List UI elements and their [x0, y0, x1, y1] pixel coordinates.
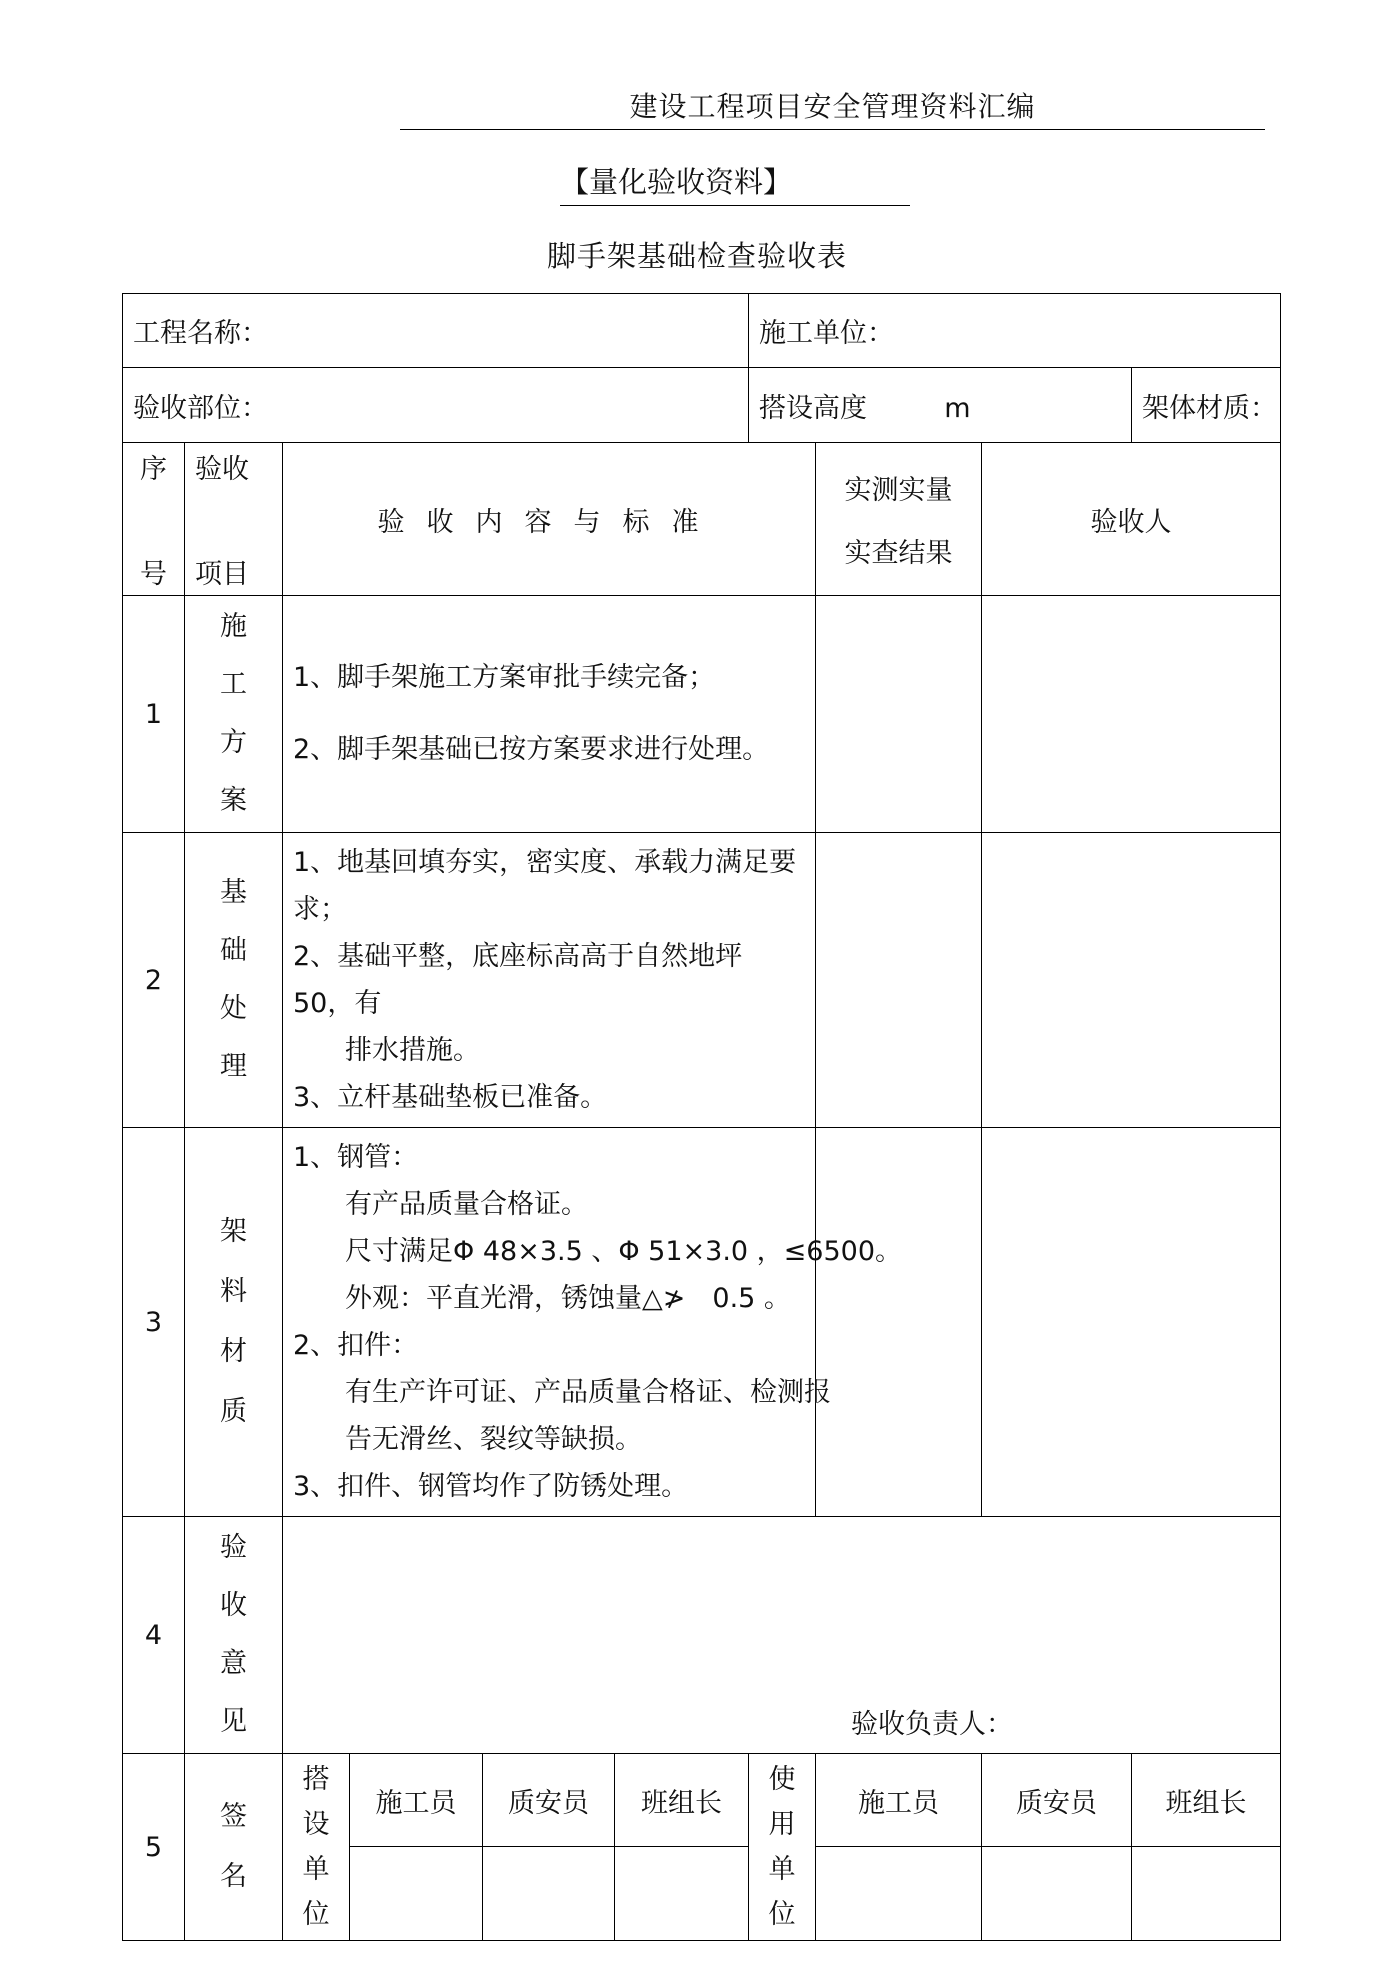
unit-char: 设	[302, 1809, 330, 1840]
content-line: 外观：平直光滑，锈蚀量△≯ 0.5 。	[345, 1283, 791, 1314]
construction-unit-label: 施工单位：	[759, 318, 895, 349]
measure-header	[816, 443, 982, 596]
acceptance-part-label: 验收部位：	[133, 392, 268, 424]
content-line: 2、基础平整，底座标高高于自然地坪 50，有	[293, 941, 797, 1019]
row-content	[283, 833, 816, 1128]
measure-result-cell[interactable]	[816, 596, 982, 833]
item-header-top: 验收	[195, 454, 249, 485]
content-line: 1、钢管：	[293, 1142, 419, 1173]
frame-material-label: 架体材质：	[1142, 392, 1278, 424]
unit-char: 单	[302, 1854, 330, 1885]
seq-header-bottom: 号	[140, 559, 167, 590]
responsible-label: 验收负责人：	[851, 1709, 1013, 1740]
row-number: 2	[123, 833, 185, 1128]
item-char: 意	[220, 1648, 247, 1679]
erect-constructor-signature[interactable]	[350, 1847, 483, 1941]
project-name-field[interactable]	[123, 294, 749, 368]
unit-char: 单	[768, 1854, 796, 1885]
item-char: 工	[220, 669, 247, 700]
content-line: 2、脚手架基础已按方案要求进行处理。	[293, 734, 770, 765]
construction-unit-field[interactable]	[749, 294, 1281, 368]
row-item	[185, 596, 283, 833]
row-number: 4	[123, 1517, 185, 1754]
table-row	[123, 833, 1281, 1128]
item-char: 基	[220, 877, 247, 908]
row-content	[283, 1128, 903, 1517]
column-header-row	[123, 443, 1281, 596]
row-item	[185, 1128, 283, 1517]
use-role-constructor: 施工员	[816, 1754, 982, 1847]
row-content	[283, 596, 816, 833]
item-char: 础	[220, 935, 247, 966]
measure-header-bottom: 实查结果	[844, 538, 953, 569]
item-header	[185, 443, 283, 596]
table-row	[123, 596, 1281, 833]
content-line: 3、扣件、钢管均作了防锈处理。	[293, 1471, 689, 1502]
erect-role-leader: 班组长	[615, 1754, 749, 1847]
opinion-cell[interactable]	[283, 1517, 1281, 1754]
content-line: 排水措施。	[345, 1035, 480, 1066]
content-line: 有生产许可证、产品质量合格证、检测报	[345, 1377, 831, 1408]
table-row	[123, 1128, 1281, 1517]
content-line: 告无滑丝、裂纹等缺损。	[345, 1424, 642, 1455]
item-char: 名	[220, 1861, 247, 1892]
item-char: 架	[220, 1216, 247, 1247]
erect-role-safety: 质安员	[483, 1754, 615, 1847]
item-char: 收	[220, 1590, 247, 1621]
inspector-header: 验收人	[982, 443, 1281, 596]
item-char: 验	[220, 1532, 247, 1563]
content-line: 3、立杆基础垫板已准备。	[293, 1082, 608, 1113]
use-role-safety: 质安员	[982, 1754, 1132, 1847]
inspector-cell[interactable]	[982, 833, 1281, 1128]
content-line: 有产品质量合格证。	[345, 1189, 588, 1220]
erect-unit-label	[283, 1754, 350, 1941]
unit-char: 搭	[302, 1764, 330, 1795]
section-title: 【量化验收资料】	[560, 160, 910, 206]
row-number: 5	[123, 1754, 185, 1941]
erect-height-unit: m	[944, 392, 971, 424]
content-line: 1、地基回填夯实，密实度、承载力满足要求；	[293, 847, 797, 925]
use-constructor-signature[interactable]	[816, 1847, 982, 1941]
content-header: 验收内容与标准	[283, 443, 816, 596]
inspector-cell[interactable]	[982, 596, 1281, 833]
collection-title: 建设工程项目安全管理资料汇编	[400, 85, 1265, 130]
seq-header-top: 序	[140, 454, 167, 485]
content-line: 1、脚手架施工方案审批手续完备；	[293, 662, 716, 693]
inspector-cell[interactable]	[982, 1128, 1281, 1517]
row-number: 1	[123, 596, 185, 833]
info-row-1	[123, 294, 1281, 368]
table-row	[123, 1517, 1281, 1754]
erect-height-field[interactable]	[749, 368, 1132, 443]
use-unit-label	[749, 1754, 816, 1941]
erect-role-constructor: 施工员	[350, 1754, 483, 1847]
measure-header-top: 实测实量	[844, 475, 953, 506]
frame-material-field[interactable]	[1132, 368, 1281, 443]
item-char: 见	[220, 1706, 247, 1737]
item-char: 处	[220, 993, 247, 1024]
unit-char: 位	[302, 1899, 330, 1930]
measure-result-cell[interactable]	[816, 1128, 982, 1517]
item-header-bottom: 项目	[195, 559, 249, 590]
info-row-2	[123, 368, 1281, 443]
use-leader-signature[interactable]	[1132, 1847, 1281, 1941]
erect-height-label: 搭设高度	[759, 392, 868, 424]
unit-char: 位	[768, 1899, 796, 1930]
unit-char: 使	[768, 1764, 796, 1795]
use-safety-signature[interactable]	[982, 1847, 1132, 1941]
signature-row-top	[123, 1754, 1281, 1847]
item-char: 质	[220, 1396, 247, 1427]
content-line: 2、扣件：	[293, 1330, 419, 1361]
acceptance-table	[122, 293, 1281, 1941]
item-char: 签	[220, 1801, 247, 1832]
measure-result-cell[interactable]	[816, 833, 982, 1128]
acceptance-part-field[interactable]	[123, 368, 749, 443]
item-char: 施	[220, 611, 247, 642]
form-title: 脚手架基础检查验收表	[546, 239, 847, 273]
item-char: 案	[220, 785, 247, 816]
use-role-leader: 班组长	[1132, 1754, 1281, 1847]
seq-header	[123, 443, 185, 596]
item-char: 料	[220, 1276, 247, 1307]
erect-safety-signature[interactable]	[483, 1847, 615, 1941]
content-line: 尺寸满足Φ 48×3.5 、Φ 51×3.0 ，≤6500。	[345, 1236, 903, 1267]
item-char: 理	[220, 1051, 247, 1082]
row-item	[185, 1517, 283, 1754]
row-item	[185, 833, 283, 1128]
row-number: 3	[123, 1128, 185, 1517]
item-char: 材	[220, 1336, 247, 1367]
item-char: 方	[220, 727, 247, 758]
unit-char: 用	[768, 1809, 796, 1840]
erect-leader-signature[interactable]	[615, 1847, 749, 1941]
project-name-label: 工程名称：	[133, 318, 268, 349]
row-item	[185, 1754, 283, 1941]
